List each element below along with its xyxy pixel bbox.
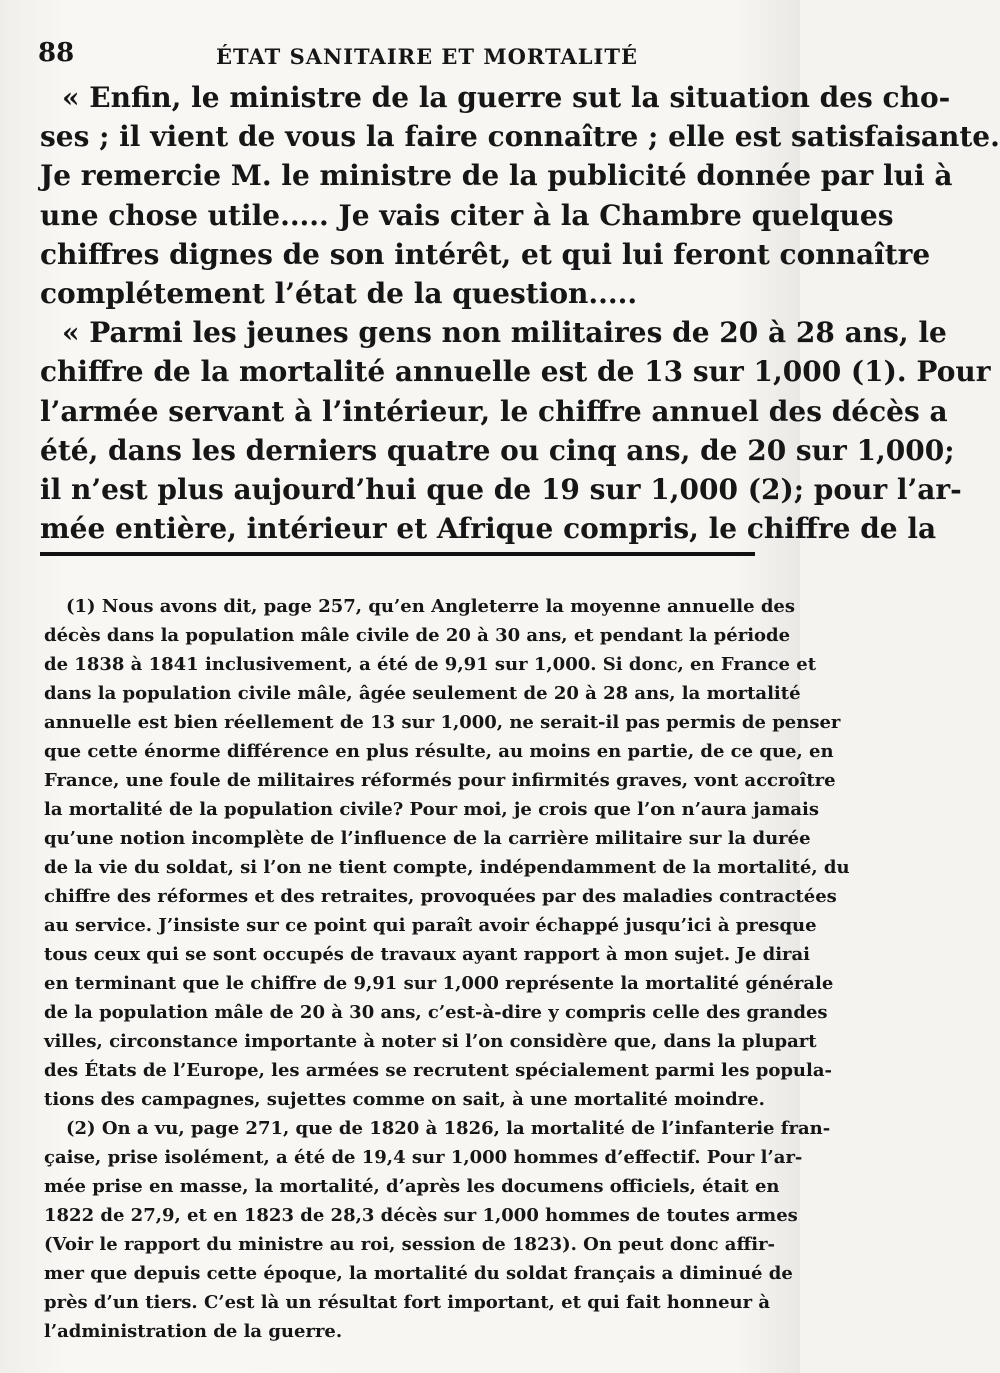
footnote-line: (Voir le rapport du ministre au roi, session de 1823). On peut donc affir- xyxy=(44,1234,776,1255)
footnote-line: que cette énorme différence en plus résulte, au moins en partie, de ce que, en xyxy=(44,741,834,762)
footnote-line: mer que depuis cette époque, la mortalité du soldat français a diminué de xyxy=(44,1263,793,1284)
main-text-line: une chose utile..... Je vais citer à la Chambre quelques xyxy=(40,198,894,232)
main-text-line: ses ; il vient de vous la faire connaître ; elle est satisfaisante. xyxy=(40,120,1000,154)
footnotes xyxy=(44,592,850,1346)
running-title: ÉTAT SANITAIRE ET MORTALITÉ xyxy=(216,44,638,69)
footnote-line: près d’un tiers. C’est là un résultat fort important, et qui fait honneur à xyxy=(44,1292,771,1313)
footnote-line: France, une foule de militaires réformés pour infirmités graves, vont accroître xyxy=(44,770,836,791)
footnote-line: l’administration de la guerre. xyxy=(44,1321,343,1342)
footnote-line: de la population mâle de 20 à 30 ans, c’est-à-dire y compris celle des grandes xyxy=(44,1002,828,1023)
footnote-line: 1822 de 27,9, et en 1823 de 28,3 décès sur 1,000 hommes de toutes armes xyxy=(44,1205,798,1226)
footnote-line: la mortalité de la population civile? Pour moi, je crois que l’on n’aura jamais xyxy=(44,799,820,820)
main-text xyxy=(40,78,1000,548)
main-text-line: complétement l’état de la question..... xyxy=(40,277,638,311)
main-text-line: il n’est plus aujourd’hui que de 19 sur 1,000 (2); pour l’ar- xyxy=(40,473,962,507)
footnote-line: (1) Nous avons dit, page 257, qu’en Angleterre la moyenne annuelle des xyxy=(66,596,796,617)
footnote-line: dans la population civile mâle, âgée seulement de 20 à 28 ans, la mortalité xyxy=(44,683,801,704)
footnote-line: de 1838 à 1841 inclusivement, a été de 9,91 sur 1,000. Si donc, en France et xyxy=(44,654,817,675)
footnote-line: annuelle est bien réellement de 13 sur 1,000, ne serait-il pas permis de penser xyxy=(44,712,841,733)
footnote-line: mée prise en masse, la mortalité, d’après les documens officiels, était en xyxy=(44,1176,780,1197)
main-text-line: chiffres dignes de son intérêt, et qui lui feront connaître xyxy=(40,237,931,271)
footnote-separator xyxy=(40,552,755,556)
footnote-line: des États de l’Europe, les armées se recrutent spécialement parmi les popula- xyxy=(44,1060,832,1081)
main-text-line: chiffre de la mortalité annuelle est de 13 sur 1,000 (1). Pour xyxy=(40,355,991,389)
main-text-line: été, dans les derniers quatre ou cinq ans, de 20 sur 1,000; xyxy=(40,433,955,467)
footnote-line: villes, circonstance importante à noter si l’on considère que, dans la plupart xyxy=(44,1031,817,1052)
footnote-line: (2) On a vu, page 271, que de 1820 à 1826, la mortalité de l’infanterie fran- xyxy=(66,1118,831,1139)
footnote-line: au service. J’insiste sur ce point qui paraît avoir échappé jusqu’ici à presque xyxy=(44,915,817,936)
footnote-line: tous ceux qui se sont occupés de travaux ayant rapport à mon sujet. Je dirai xyxy=(44,944,811,965)
footnote-line: en terminant que le chiffre de 9,91 sur 1,000 représente la mortalité générale xyxy=(44,973,834,994)
main-text-line: Je remercie M. le ministre de la publicité donnée par lui à xyxy=(40,159,953,193)
footnote-line: de la vie du soldat, si l’on ne tient compte, indépendamment de la mortalité, du xyxy=(44,857,850,878)
footnote-line: qu’une notion incomplète de l’influence de la carrière militaire sur la durée xyxy=(44,828,811,849)
footnote-line: tions des campagnes, sujettes comme on sait, à une mortalité moindre. xyxy=(44,1089,765,1110)
main-text-line: l’armée servant à l’intérieur, le chiffre annuel des décès a xyxy=(40,394,948,428)
footnote-line: çaise, prise isolément, a été de 19,4 sur 1,000 hommes d’effectif. Pour l’ar- xyxy=(44,1147,803,1168)
page-header xyxy=(38,38,762,72)
page-number: 88 xyxy=(38,38,75,68)
main-text-line: mée entière, intérieur et Afrique compris, le chiffre de la xyxy=(40,512,937,546)
footnote-line: chiffre des réformes et des retraites, provoquées par des maladies contractées xyxy=(44,886,837,907)
footnote-line: décès dans la population mâle civile de 20 à 30 ans, et pendant la période xyxy=(44,625,791,646)
main-text-line: « Parmi les jeunes gens non militaires de 20 à 28 ans, le xyxy=(62,316,947,350)
main-text-line: « Enfin, le ministre de la guerre sut la situation des cho- xyxy=(62,81,951,114)
